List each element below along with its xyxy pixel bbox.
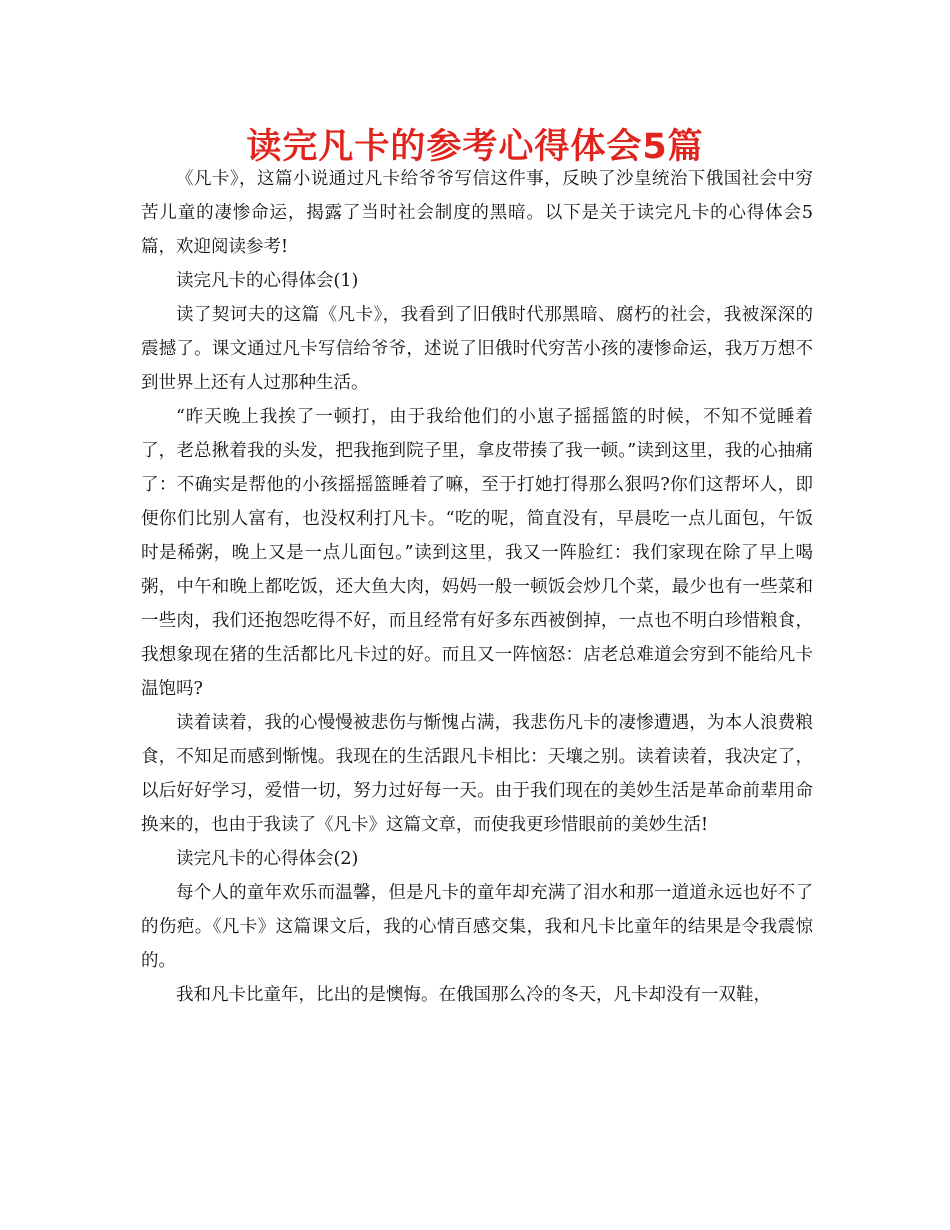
- body-paragraph: 每个人的童年欢乐而温馨，但是凡卡的童年却充满了泪水和那一道道永远也好不了的伤疤。《凡卡》这篇课文后，我的心情百感交集，我和凡卡比童年的结果是令我震惊的。: [141, 883, 813, 971]
- body-paragraph: “昨天晚上我挨了一顿打，由于我给他们的小崽子摇摇篮的时候，不知不觉睡着了，老总揪着我的头发，把我拖到院子里，拿皮带揍了我一顿。”读到这里，我的心抽痛了：不确实是帮他的小孩摇摇篮睡着了嘛，至于打她打得那么狠吗?你们这帮坏人，即便你们比别人富有，也没权利打凡卡。“吃的呢，简直没有，早晨吃一点儿面包，午饭时是稀粥，晚上又是一点儿面包。”读到这里，我又一阵脸红：我们家现在除了早上喝粥，中午和晚上都吃饭，还大鱼大肉，妈妈一般一顿饭会炒几个菜，最少也有一些菜和一些肉，我们还抱怨吃得不好，而且经常有好多东西被倒掉，一点也不明白珍惜粮食，我想象现在猪的生活都比凡卡过的好。而且又一阵恼怒：店老总难道会穷到不能给凡卡温饱吗?: [141, 407, 813, 699]
- section-heading-1: 读完凡卡的心得体会(1): [176, 271, 359, 291]
- document-body: [141, 162, 813, 1012]
- body-paragraph: 读了契诃夫的这篇《凡卡》，我看到了旧俄时代那黑暗、腐朽的社会，我被深深的震撼了。课文通过凡卡写信给爷爷，述说了旧俄时代穷苦小孩的凄惨命运，我万万想不到世界上还有人过那种生活。: [141, 305, 813, 393]
- body-paragraph: 我和凡卡比童年，比出的是懊悔。在俄国那么冷的冬天，凡卡却没有一双鞋，: [176, 985, 771, 1005]
- body-paragraph: 读着读着，我的心慢慢被悲伤与惭愧占满，我悲伤凡卡的凄惨遭遇，为本人浪费粮食，不知足而感到惭愧。我现在的生活跟凡卡相比：天壤之别。读着读着，我决定了，以后好好学习，爱惜一切，努力过好每一天。由于我们现在的美妙生活是革命前辈用命换来的，也由于我读了《凡卡》这篇文章，而使我更珍惜眼前的美妙生活!: [141, 713, 813, 835]
- section-heading-2: 读完凡卡的心得体会(2): [176, 849, 359, 869]
- intro-paragraph: 《凡卡》，这篇小说通过凡卡给爷爷写信这件事，反映了沙皇统治下俄国社会中穷苦儿童的凄惨命运，揭露了当时社会制度的黑暗。以下是关于读完凡卡的心得体会5篇，欢迎阅读参考!: [141, 169, 813, 257]
- document-title: 读完凡卡的参考心得体会5篇: [246, 127, 704, 167]
